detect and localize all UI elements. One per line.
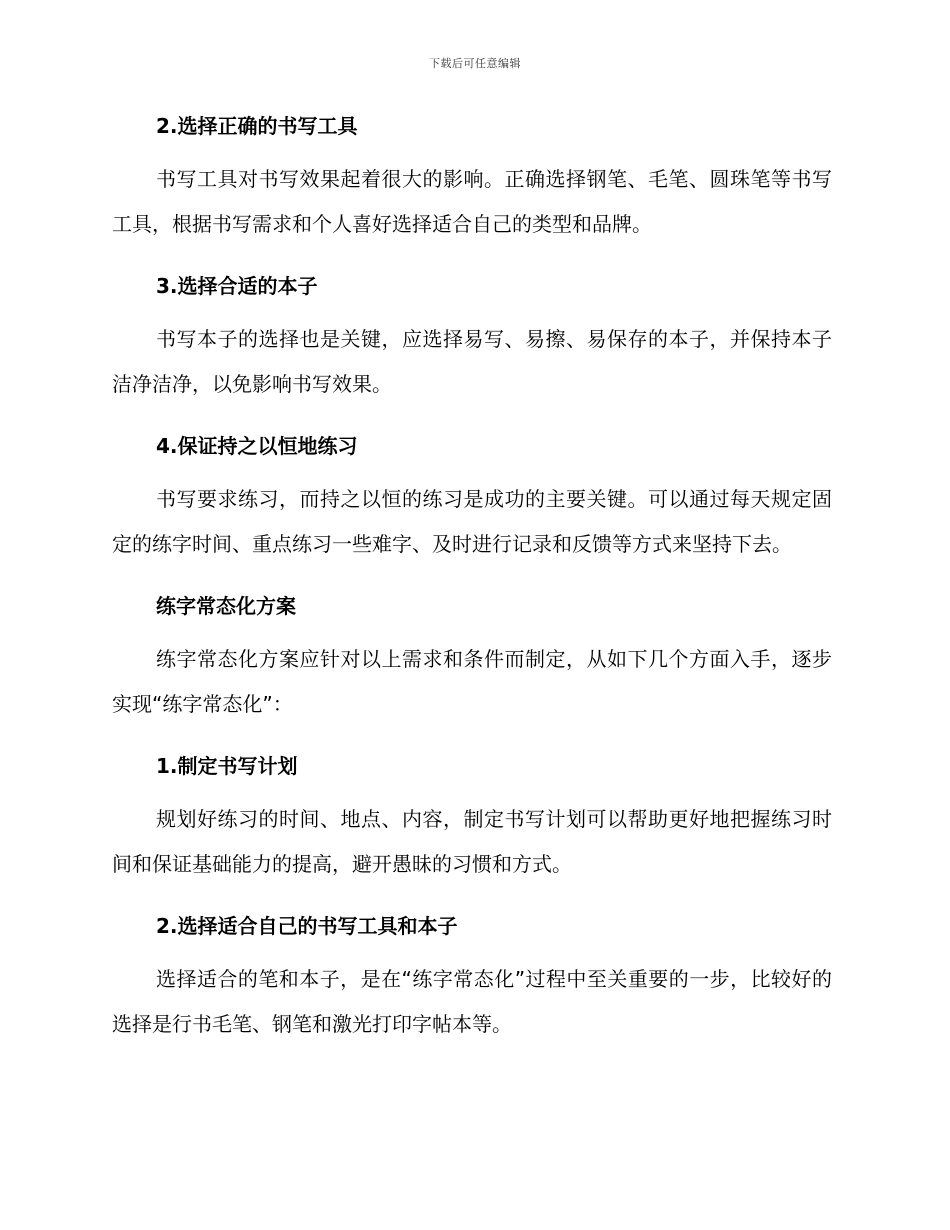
paragraph-persistence: 书写要求练习，而持之以恒的练习是成功的主要关键。可以通过每天规定固定的练字时间、重点练习一些难字、及时进行记录和反馈等方式来坚持下去。 — [112, 487, 832, 556]
paragraph-tools-and-notebook: 选择适合的笔和本子，是在“练字常态化”过程中至关重要的一步，比较好的选择是行书毛笔、钢笔和激光打印字帖本等。 — [112, 967, 832, 1036]
section-heading-persistence: 4.保证持之以恒地练习 — [156, 434, 358, 458]
paragraph-notebook: 书写本子的选择也是关键，应选择易写、易擦、易保存的本子，并保持本子洁净洁净，以免影响书写效果。 — [112, 327, 832, 396]
paragraph-writing-plan: 规划好练习的时间、地点、内容，制定书写计划可以帮助更好地把握练习时间和保证基础能力的提高，避开愚昧的习惯和方式。 — [112, 807, 832, 876]
document-body — [112, 103, 832, 1063]
section-heading-notebook: 3.选择合适的本子 — [156, 274, 318, 298]
paragraph-writing-tools: 书写工具对书写效果起着很大的影响。正确选择钢笔、毛笔、圆珠笔等书写工具，根据书写需求和个人喜好选择适合自己的类型和品牌。 — [112, 167, 832, 236]
header-note: 下载后可任意编辑 — [429, 57, 521, 70]
section-heading-tools-and-notebook: 2.选择适合自己的书写工具和本子 — [156, 914, 458, 938]
section-heading-writing-tools: 2.选择正确的书写工具 — [156, 114, 358, 138]
paragraph-plan-intro: 练字常态化方案应针对以上需求和条件而制定，从如下几个方面入手，逐步实现“练字常态化”： — [112, 647, 832, 716]
section-heading-writing-plan: 1.制定书写计划 — [156, 754, 298, 778]
section-heading-plan-title: 练字常态化方案 — [156, 594, 296, 618]
